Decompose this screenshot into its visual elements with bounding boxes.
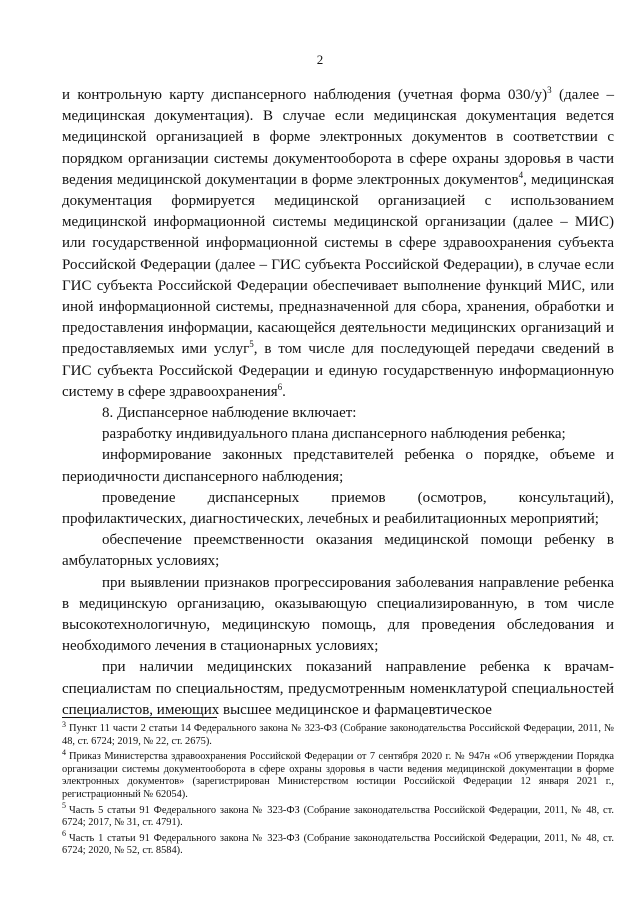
list-item: обеспечение преемственности оказания медицинской помощи ребенку в амбулаторных условиях; bbox=[62, 532, 614, 570]
footnote: $^4$ Приказ Министерства здравоохранения Российской Федерации от 7 сентября 2020 г. № 947н «Об утверждении Порядка организации системы документооборота в сфере охраны здоровья в части ведения медицинской документации в форме электронных документов» (зарегистрирован Министерством юстиции Российской Федерации 12 января 2021 г., регистрационный № 62054). bbox=[62, 747, 614, 800]
footnote-mark: 5 bbox=[62, 801, 66, 811]
footnotes bbox=[62, 719, 614, 861]
footnote-mark: 6 bbox=[62, 829, 66, 839]
footnote: $^5$ Часть 5 статьи 91 Федерального закона № 323-ФЗ (Собрание законодательства Российской Федерации, 2011, № 48, ст. 6724; 2017, № 31, ст. 4791). bbox=[62, 801, 614, 829]
footnote: $^3$ Пункт 11 части 2 статьи 14 Федерального закона № 323-ФЗ (Собрание законодательства Российской Федерации, 2011, № 48, ст. 6724; 2019, № 22, ст. 2675). bbox=[62, 719, 614, 747]
footnote-ref: 5 bbox=[249, 339, 254, 350]
list-item: разработку индивидуального плана диспансерного наблюдения ребенка; bbox=[102, 426, 566, 443]
body-text bbox=[62, 85, 614, 721]
list-item: при наличии медицинских показаний направление ребенка к врачам-специалистам по специальностям, предусмотренным номенклатурой специальностей специалистов, имеющих высшее медицинское и фармацевтическое bbox=[62, 659, 614, 718]
page-number: 2 bbox=[316, 52, 324, 67]
footnote-mark: 4 bbox=[62, 747, 66, 757]
footnote-ref: 6 bbox=[277, 381, 283, 392]
footnote-ref: 3 bbox=[547, 85, 552, 95]
footnote: $^6$ Часть 1 статьи 91 Федерального закона № 323-ФЗ (Собрание законодательства Российской Федерации, 2011, № 48, ст. 6724; 2020, № 52, ст. 8584). bbox=[62, 829, 614, 857]
footnote-ref: 4 bbox=[518, 169, 524, 180]
footnote-mark: 3 bbox=[62, 719, 66, 729]
paragraph-8-heading: 8. Диспансерное наблюдение включает: bbox=[102, 405, 357, 422]
list-item: информирование законных представителей ребенка о порядке, объеме и периодичности диспансерного наблюдения; bbox=[62, 447, 614, 485]
paragraph-continuation: и контрольную карту диспансерного наблюдения (учетная форма 030/у)$^3$ (далее – медицинская документация). В случае если медицинская документация ведется медицинской организацией в форме электронных документов в соответствии с порядком организации системы документооборота в сфере охраны здоровья в части ведения медицинской документации в форме электронных документов$^4$, медицинская документация формируется медицинской организацией с использованием медицинской информационной системы медицинской организации (далее – МИС) или государственной информационной системы в сфере здравоохранения субъекта Российской Федерации (далее – ГИС субъекта Российской Федерации), в случае если ГИС субъекта Российской Федерации обеспечивает выполнение функций МИС, или иной информационной системы, предназначенной для сбора, хранения, обработки и предоставления информации, касающейся деятельности медицинских организаций и предоставляемых ими услуг$^5$, в том числе для последующей передачи сведений в ГИС субъекта Российской Федерации и единую государственную информационную систему в сфере здравоохранения$^6$. bbox=[62, 85, 615, 400]
list-item: при выявлении признаков прогрессирования заболевания направление ребенка в медицинскую организацию, оказывающую специализированную, в том числе высокотехнологичную, медицинскую помощь, для проведения обследования и необходимого лечения в стационарных условиях; bbox=[62, 574, 614, 655]
list-item: проведение диспансерных приемов (осмотров, консультаций), профилактических, диагностических, лечебных и реабилитационных мероприятий; bbox=[62, 489, 614, 528]
footnote-divider bbox=[62, 717, 217, 718]
